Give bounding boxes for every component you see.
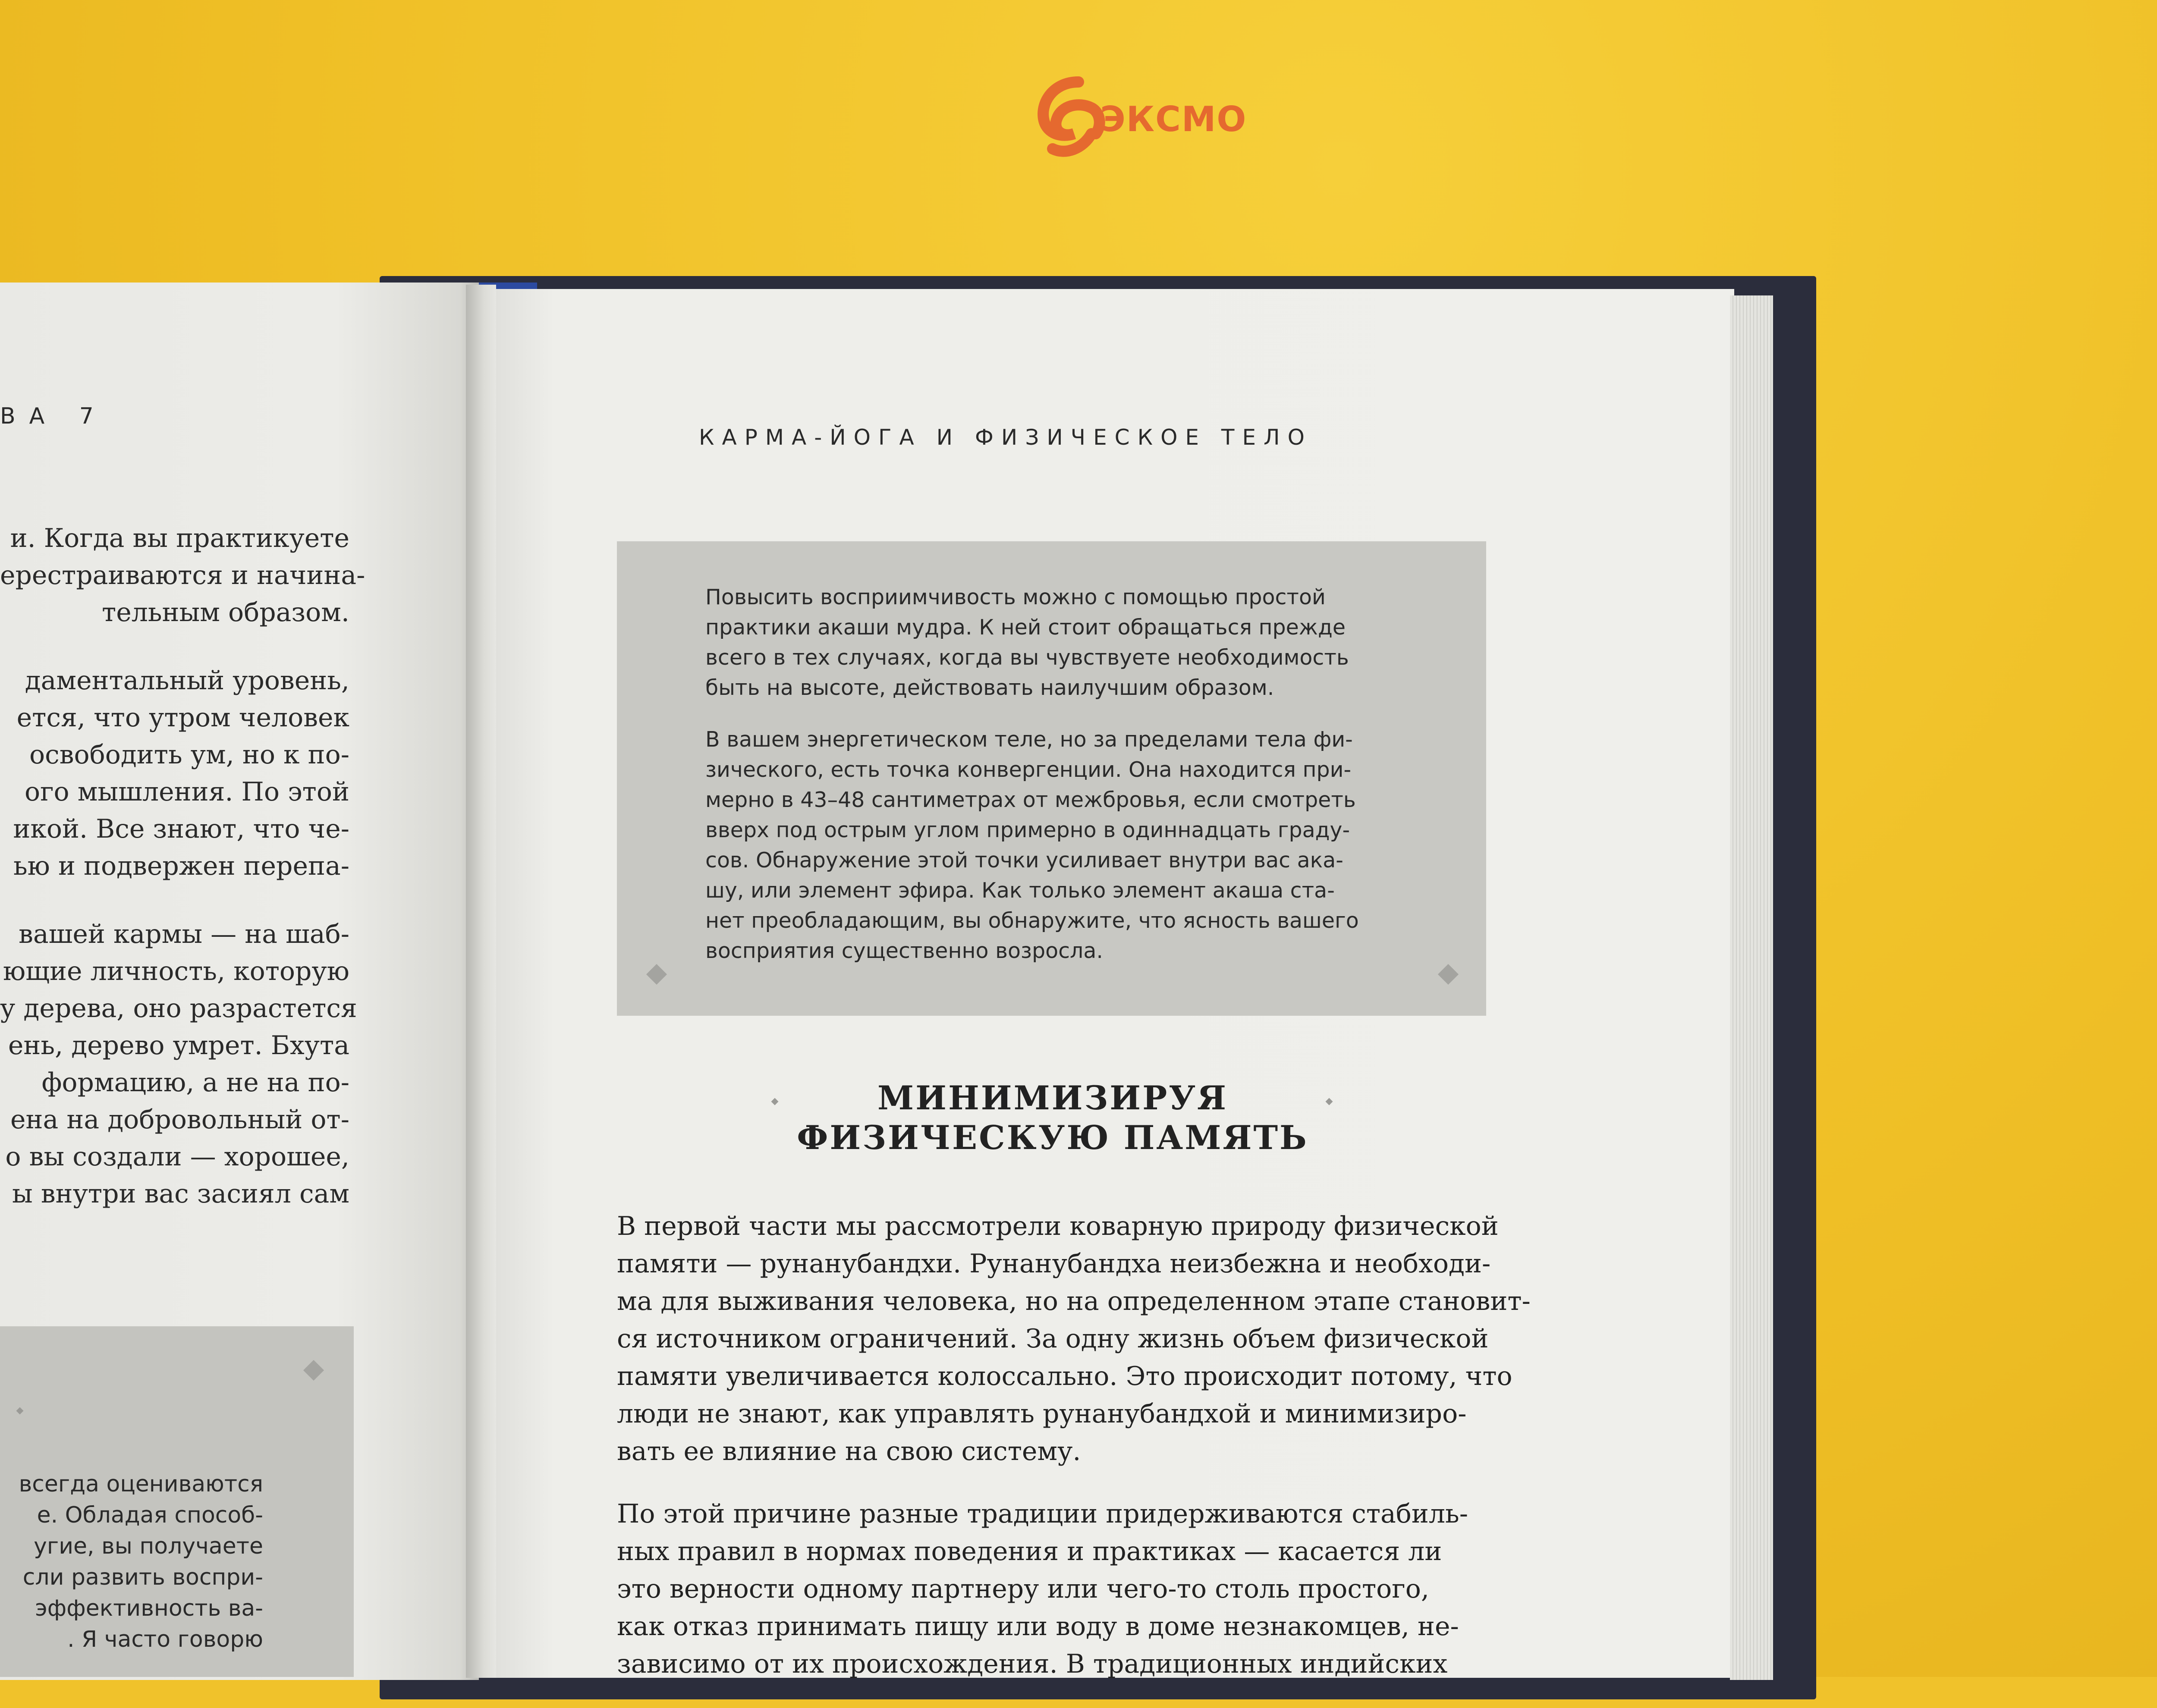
section-title-line: ФИЗИЧЕСКУЮ ПАМЯТЬ <box>797 1118 1308 1157</box>
text-line: сов. Обнаружение этой точки усиливает внутри вас ака- <box>705 848 1343 873</box>
left-paragraph <box>0 916 357 1212</box>
text-line: это верности одному партнеру или чего-то столь простого, <box>617 1574 1429 1604</box>
right-running-head: КАРМА-ЙОГА И ФИЗИЧЕСКОЕ ТЕЛО <box>699 425 1312 450</box>
section-title <box>733 1078 1372 1158</box>
left-paragraph <box>0 662 349 885</box>
text-line: всегда оцениваются <box>19 1471 263 1497</box>
text-line: нет преобладающим, вы обнаружите, что ясность вашего <box>705 908 1359 933</box>
text-line: и. Когда вы практикуете <box>10 523 349 553</box>
text-line: люди не знают, как управлять рунанубандхой и минимизиро- <box>617 1399 1467 1429</box>
text-line: По этой причине разные традиции придерживаются стабиль- <box>617 1499 1468 1529</box>
text-line: зического, есть точка конвергенции. Она находится при- <box>705 757 1352 782</box>
text-line: В первой части мы рассмотрели коварную природу физической <box>617 1211 1499 1241</box>
text-line: ных правил в нормах поведения и практиках — касается ли <box>617 1536 1442 1567</box>
text-line: ерестраиваются и начина- <box>0 560 365 590</box>
body-paragraph <box>617 1208 1531 1470</box>
text-line: восприятия существенно возросла. <box>705 939 1103 963</box>
text-line: е. Обладая способ- <box>37 1502 263 1528</box>
page-edges <box>1730 295 1773 1680</box>
text-line: ы внутри вас засиял сам <box>12 1179 349 1209</box>
body-paragraph <box>617 1495 1488 1683</box>
text-line: шу, или элемент эфира. Как только элемент акаша ста- <box>705 878 1335 903</box>
book-gutter <box>466 285 496 1678</box>
sidebar-paragraph <box>705 725 1404 966</box>
text-line: ена на добровольный от- <box>10 1105 349 1135</box>
text-line: ся источником ограничений. За одну жизнь объем физической <box>617 1324 1489 1354</box>
text-line: у дерева, оно разрастется <box>0 993 357 1024</box>
text-line: ма для выживания человека, но на определенном этапе становит- <box>617 1286 1531 1316</box>
text-line: памяти увеличивается колоссально. Это происходит потому, что <box>617 1361 1512 1391</box>
text-line: даментальный уровень, <box>25 666 349 696</box>
text-line: практики акаши мудра. К ней стоит обращаться прежде <box>705 615 1346 640</box>
text-line: вверх под острым углом примерно в одиннадцать граду- <box>705 818 1350 842</box>
text-line: формацию, а не на по- <box>41 1068 349 1098</box>
left-body-text <box>0 520 365 1243</box>
left-sidebar-text <box>0 1469 263 1655</box>
eksmo-logo-text: ЭКСМО <box>1100 99 1247 139</box>
text-line: эффективность ва- <box>35 1595 263 1621</box>
text-line: икой. Все знают, что че- <box>13 814 349 844</box>
text-line: как отказ принимать пищу или воду в доме незнакомцев, не- <box>617 1611 1459 1642</box>
text-line: освободить ум, но к по- <box>29 740 349 770</box>
text-line: В вашем энергетическом теле, но за пределами тела фи- <box>705 727 1353 752</box>
text-line: ется, что утром человек <box>16 703 349 733</box>
text-line: зависимо от их происхождения. В традиционных индийских <box>617 1649 1448 1679</box>
text-line: ого мышления. По этой <box>25 777 349 807</box>
text-line: мерно в 43–48 сантиметрах от межбровья, если смотреть <box>705 788 1356 812</box>
section-title-line: МИНИМИЗИРУЯ <box>877 1079 1228 1117</box>
text-line: ющие личность, которую <box>3 956 349 986</box>
text-line: тельным образом. <box>102 597 349 628</box>
right-body-text <box>617 1208 1531 1708</box>
text-line: угие, вы получаете <box>34 1533 263 1559</box>
text-line: . Я часто говорю <box>67 1626 263 1652</box>
text-line: вашей кармы — на шаб- <box>19 919 349 949</box>
sidebar-text <box>705 582 1404 988</box>
text-line: сли развить воспри- <box>22 1564 263 1590</box>
text-line: Повысить восприимчивость можно с помощью простой <box>705 585 1326 609</box>
left-running-head: ВА 7 <box>0 403 107 429</box>
text-line: всего в тех случаях, когда вы чувствуете необходимость <box>705 645 1349 670</box>
text-line: быть на высоте, действовать наилучшим образом. <box>705 675 1274 700</box>
text-line: о вы создали — хорошее, <box>5 1142 349 1172</box>
left-paragraph <box>0 520 365 631</box>
eksmo-logo <box>1027 73 1247 164</box>
text-line: ень, дерево умрет. Бхута <box>8 1030 349 1061</box>
text-line: вать ее влияние на свою систему. <box>617 1436 1081 1466</box>
text-line: памяти — рунанубандхи. Рунанубандха неизбежна и необходи- <box>617 1249 1491 1279</box>
text-line: ью и подвержен перепа- <box>13 851 349 881</box>
sidebar-paragraph <box>705 582 1404 703</box>
